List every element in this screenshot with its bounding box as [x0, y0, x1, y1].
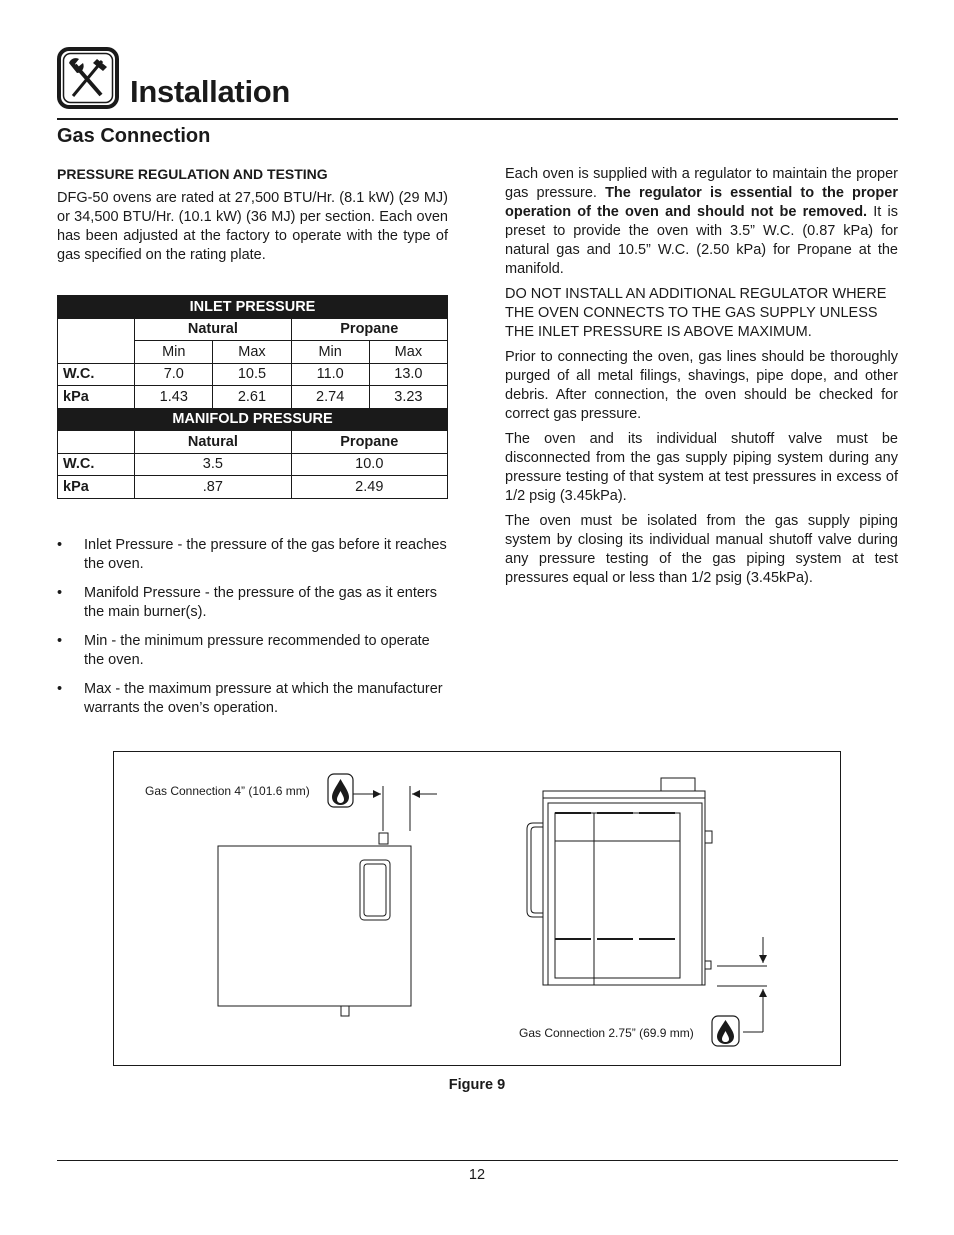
blank-cell [58, 318, 135, 363]
purge-paragraph: Prior to connecting the oven, gas lines should be thoroughly purged of all metal filings, shavings, pipe dope, and other debris. After connection, the oven should be checked for correct gas pressure. [505, 349, 898, 422]
table-row [58, 363, 448, 386]
regulator-paragraph: Each oven is supplied with a regulator to maintain the proper gas pressure. The regulator is essential to the proper operation of the oven and should not be removed. It is preset to provide the oven with 3.5” W.C. (0.87 kPa) for natural gas and 10.5” W.C. (2.50 kPa) for Propane at the manifold. [505, 166, 898, 277]
table-cell: 13.0 [369, 363, 447, 386]
min-header: Min [291, 341, 369, 364]
inlet-pressure-header: INLET PRESSURE [58, 296, 448, 319]
list-item: • Min - the minimum pressure recommended to operate the oven. [57, 633, 430, 668]
subheading: PRESSURE REGULATION AND TESTING [57, 166, 328, 182]
table-cell: 3.5 [135, 453, 291, 476]
max-header: Max [213, 341, 291, 364]
min-header: Min [135, 341, 213, 364]
table-cell: .87 [135, 476, 291, 499]
page-title: Installation [130, 74, 291, 109]
title-divider [57, 118, 898, 120]
natural-header: Natural [135, 431, 291, 454]
table-cell: 7.0 [135, 363, 213, 386]
gas-flame-icon [328, 774, 353, 807]
disconnect-paragraph: The oven and its individual shutoff valve must be disconnected from the gas supply piping system during any pressure testing of that system at test pressures in excess of 1/2 psig (3.45kPa). [505, 431, 898, 504]
table-cell: 10.0 [291, 453, 447, 476]
row-label: kPa [58, 386, 135, 409]
row-label: W.C. [58, 453, 135, 476]
list-item: • Manifold Pressure - the pressure of the gas as it enters the main burner(s). [57, 585, 438, 620]
table-row [58, 453, 448, 476]
natural-header: Natural [135, 318, 291, 341]
footer-divider [57, 1160, 898, 1161]
row-label: kPa [58, 476, 135, 499]
section-title: Gas Connection [57, 125, 211, 147]
gas-connection-top-label: Gas Connection 4” (101.6 mm) [145, 784, 310, 798]
gas-connection-diagram [113, 751, 841, 1067]
warning-paragraph: DO NOT INSTALL AN ADDITIONAL REGULATOR WHERE THE OVEN CONNECTS TO THE GAS SUPPLY UNLESS THE INLET PRESSURE IS ABOVE MAXIMUM. [505, 286, 887, 340]
table-cell: 2.49 [291, 476, 447, 499]
table-cell: 1.43 [135, 386, 213, 409]
table-cell: 10.5 [213, 363, 291, 386]
list-item: • Inlet Pressure - the pressure of the gas before it reaches the oven. [57, 537, 447, 572]
isolate-paragraph: The oven must be isolated from the gas supply piping system by closing its individual manual shutoff valve during any pressure testing of the gas piping system at test pressures equal or less than 1/2 psig (3.45kPa). [505, 513, 898, 586]
pressure-table [57, 295, 448, 499]
table-cell: 2.74 [291, 386, 369, 409]
wrench-screwdriver-icon [57, 47, 119, 109]
propane-header: Propane [291, 318, 447, 341]
oven-side-view [543, 791, 705, 985]
table-cell: 2.61 [213, 386, 291, 409]
table-cell: 3.23 [369, 386, 447, 409]
figure-caption: Figure 9 [448, 1077, 506, 1093]
list-item: • Max - the maximum pressure at which the manufacturer warrants the oven’s operation. [57, 681, 443, 716]
definitions-list [57, 536, 447, 728]
propane-header: Propane [291, 431, 447, 454]
row-label: W.C. [58, 363, 135, 386]
table-row [58, 476, 448, 499]
table-cell: 11.0 [291, 363, 369, 386]
blank-cell [58, 431, 135, 454]
gas-flame-icon [712, 1016, 739, 1046]
page-number: 12 [468, 1167, 486, 1183]
gas-connection-side-label: Gas Connection 2.75” (69.9 mm) [519, 1026, 694, 1040]
max-header: Max [369, 341, 447, 364]
oven-top-view [218, 846, 411, 1006]
manifold-pressure-header: MANIFOLD PRESSURE [58, 408, 448, 431]
table-row [58, 386, 448, 409]
right-column [505, 165, 898, 594]
intro-paragraph: DFG-50 ovens are rated at 27,500 BTU/Hr. (8.1 kW) (29 MJ) or 34,500 BTU/Hr. (10.1 kW) (36 MJ) per section. Each oven has been adjusted at the factory to operate with the type of gas specified on the rating plate. [57, 190, 448, 263]
